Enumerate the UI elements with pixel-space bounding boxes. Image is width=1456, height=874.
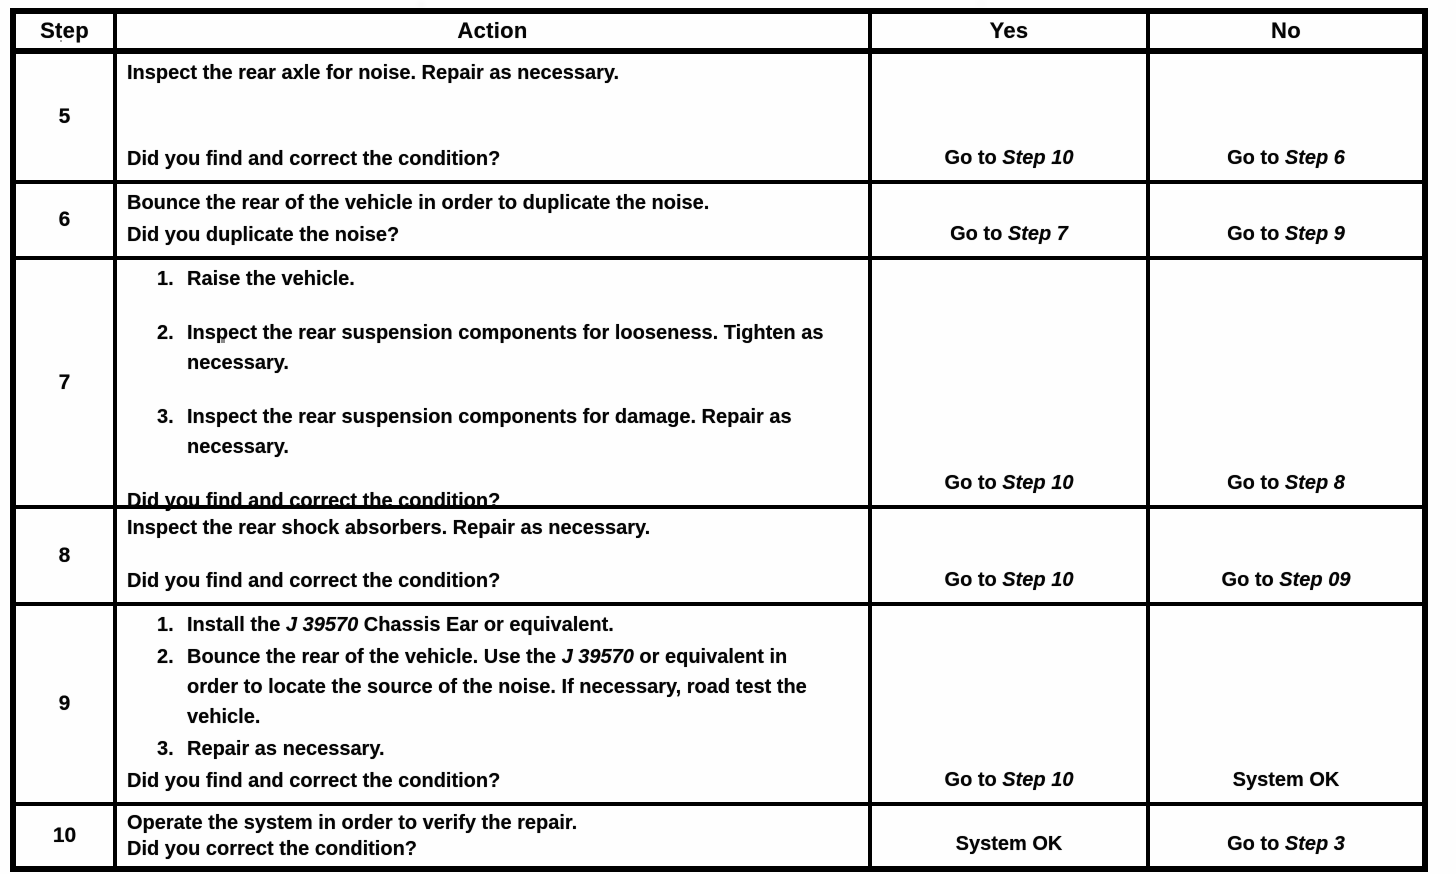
action-cell — [115, 507, 870, 604]
action-text: Inspect the rear axle for noise. Repair as necessary. — [127, 62, 620, 84]
action-question: Did you correct the condition? — [127, 838, 418, 860]
table-row-step-9 — [13, 604, 1425, 804]
yes-result — [870, 258, 1148, 507]
step-number: 7 — [13, 258, 115, 507]
step-number: 9 — [13, 604, 115, 804]
no-result — [1148, 182, 1425, 258]
action-question: Did you find and correct the condition? — [127, 148, 501, 170]
action-step-item: 1. Raise the vehicle. — [157, 268, 355, 290]
step-number: 10 — [13, 804, 115, 869]
goto-label: Go to Step 7 — [950, 223, 1068, 245]
goto-label: Go to Step 10 — [944, 472, 1074, 494]
action-step-item: 3. Repair as necessary. — [157, 738, 385, 760]
yes-result — [870, 804, 1148, 869]
goto-label: System OK — [955, 833, 1063, 855]
action-text: Bounce the rear of the vehicle in order to duplicate the noise. — [127, 192, 710, 214]
table-row-step-7 — [13, 258, 1425, 507]
step-number: 6 — [13, 182, 115, 258]
goto-label: Go to Step 6 — [1227, 147, 1345, 169]
action-question: Did you find and correct the condition? — [127, 770, 501, 792]
table-row-step-5 — [13, 51, 1425, 182]
action-cell — [115, 182, 870, 258]
goto-label: Go to Step 8 — [1227, 472, 1345, 494]
action-step-item: 3. Inspect the rear suspension components for damage. Repair as necessary. — [157, 406, 792, 458]
action-step-item: 2. Inspect the rear suspension components for looseness. Tighten as necessary. — [157, 322, 824, 374]
no-result — [1148, 258, 1425, 507]
table-row-step-10 — [13, 804, 1425, 869]
goto-label: Go to Step 10 — [944, 769, 1074, 791]
no-result — [1148, 51, 1425, 182]
action-cell — [115, 804, 870, 869]
yes-result — [870, 604, 1148, 804]
goto-label: Go to Step 09 — [1221, 569, 1351, 591]
action-step-item: 2. Bounce the rear of the vehicle. Use the J 39570 or equivalent in order to locate the source of the noise. If necessary, road test the vehicle. — [157, 646, 807, 728]
action-text: Inspect the rear shock absorbers. Repair as necessary. — [127, 517, 651, 539]
action-text: Operate the system in order to verify the repair. — [127, 812, 578, 834]
table-row-step-8 — [13, 507, 1425, 604]
step-number: 8 — [13, 507, 115, 604]
table-row-step-6 — [13, 182, 1425, 258]
action-cell — [115, 604, 870, 804]
step-number: 5 — [13, 51, 115, 182]
no-result — [1148, 507, 1425, 604]
col-header-no: No — [1148, 11, 1425, 51]
diagnostic-table — [10, 8, 1428, 872]
goto-label: Go to Step 10 — [944, 569, 1074, 591]
action-steps-list — [127, 610, 858, 766]
action-steps-list — [127, 264, 858, 486]
no-result — [1148, 604, 1425, 804]
yes-result — [870, 182, 1148, 258]
table-header-row — [13, 11, 1425, 51]
action-question: Did you duplicate the noise? — [127, 224, 400, 246]
scan-noise-specks — [0, 0, 2, 2]
col-header-yes: Yes — [870, 11, 1148, 51]
col-header-action: Action — [115, 11, 870, 51]
action-question: Did you find and correct the condition? — [127, 570, 501, 592]
goto-label: Go to Step 10 — [944, 147, 1074, 169]
action-cell — [115, 51, 870, 182]
goto-label: System OK — [1232, 769, 1340, 791]
action-step-item: 1. Install the J 39570 Chassis Ear or equivalent. — [157, 614, 614, 636]
action-question: Did you find and correct the condition? — [127, 490, 501, 512]
no-result — [1148, 804, 1425, 869]
action-cell — [115, 258, 870, 512]
goto-label: Go to Step 9 — [1227, 223, 1345, 245]
goto-label: Go to Step 3 — [1227, 833, 1345, 855]
yes-result — [870, 51, 1148, 182]
yes-result — [870, 507, 1148, 604]
col-header-step: Step — [13, 11, 115, 51]
